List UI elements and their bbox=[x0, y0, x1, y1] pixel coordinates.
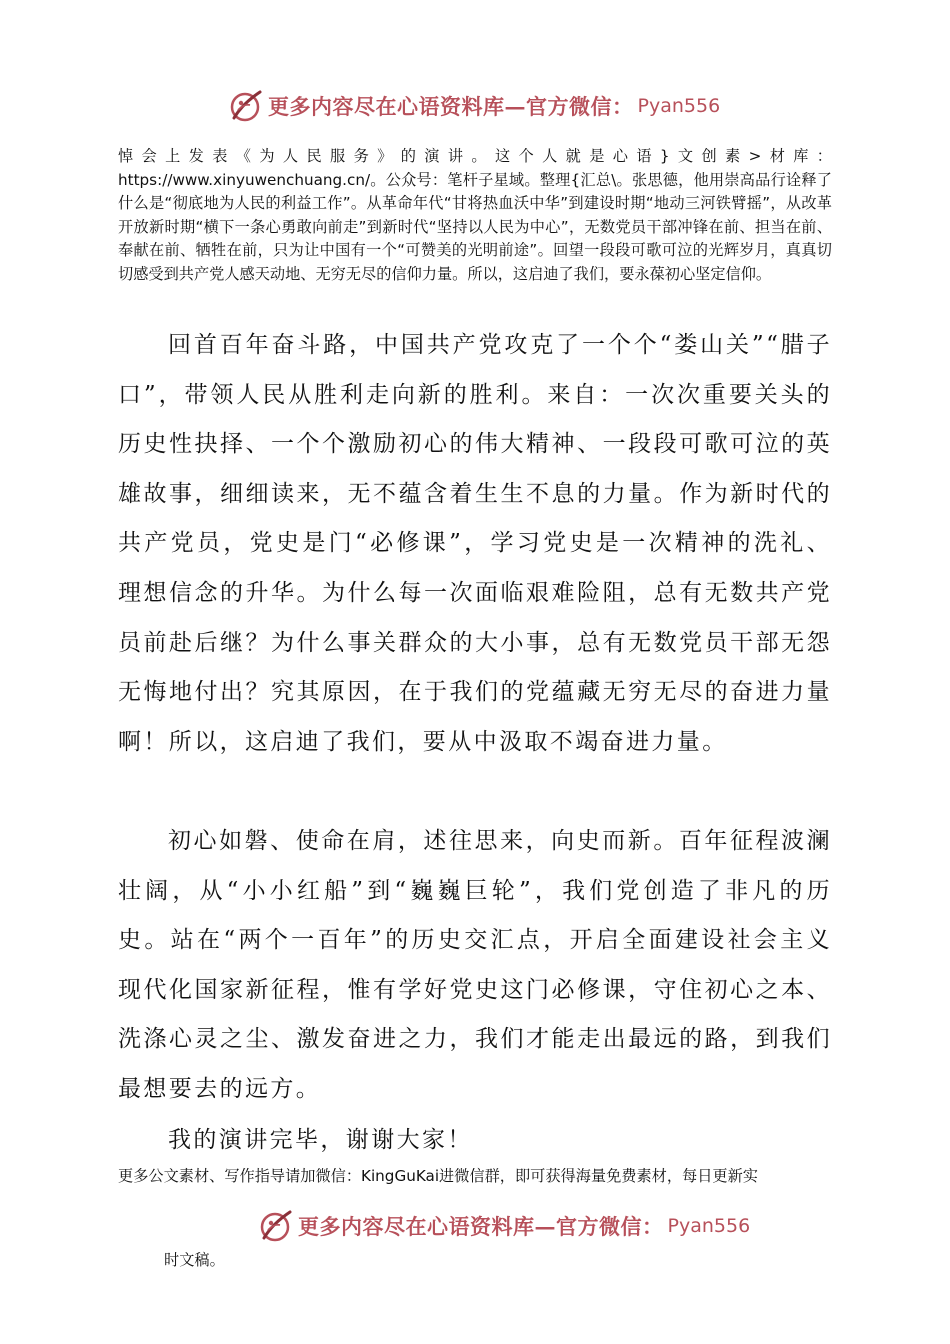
promo-line: 更多公文素材、写作指导请加微信：KingGuKai进微信群，即可获得海量免费素材，每日更新实 bbox=[118, 1167, 758, 1185]
pen-logo-icon bbox=[258, 1208, 294, 1244]
banner-text: 更多内容尽在心语资料库—官方微信： bbox=[268, 94, 634, 119]
pen-logo-icon bbox=[228, 88, 264, 124]
body-paragraph-2: 初心如磐、使命在肩，述往思来，向史而新。百年征程波澜壮阔，从“小小红船”到“巍巍巨轮”，我们党创造了非凡的历史。站在“两个一百年”的历史交汇点，开启全面建设社会主义现代化国家新征程，惟有学好党史这门必修课，守住初心之本、洗涤心灵之尘、激发奋进之力，我们才能走出最远的路，到我们最想要去的远方。 bbox=[118, 828, 832, 1102]
footer-watermark-banner bbox=[258, 1206, 758, 1246]
body-paragraph-1: 回首百年奋斗路，中国共产党攻克了一个个“娄山关”“腊子口”，带领人民从胜利走向新的胜利。来自：一次次重要关头的历史性抉择、一个个激励初心的伟大精神、一段段可歌可泣的英雄故事，细细读来，无不蕴含着生生不息的力量。作为新时代的共产党员，党史是门“必修课”，学习党史是一次精神的洗礼、理想信念的升华。为什么每一次面临艰难险阻，总有无数共产党员前赴后继？为什么事关群众的大小事，总有无数党员干部无怨无悔地付出？究其原因，在于我们的党蕴藏无穷无尽的奋进力量啊！所以，这启迪了我们，要从中汲取不竭奋进力量。 bbox=[118, 332, 832, 755]
intro-paragraph: 悼会上发表《为人民服务》的演讲。这个人就是心语}文创素>材库：https://www.xinyuwenchuang.cn/。公众号：笔杆子星域。整理{汇总\。张思德，他用崇高品行诠释了什么是“彻底地为人民的利益工作”。从革命年代“甘将热血沃中华”到建设时期“地动三河铁臂摇”，从改革开放新时期“横下一条心勇敢向前走”到新时代“坚持以人民为中心”，无数党员干部冲锋在前、担当在前、奉献在前、牺牲在前，只为让中国有一个“可赞美的光明前途”。回望一段段可歌可泣的光辉岁月，真真切切感受到共产党人感天动地、无穷无尽的信仰力量。所以，这启迪了我们，要永葆初心坚定信仰。 bbox=[118, 147, 832, 283]
header-watermark-banner bbox=[228, 86, 728, 126]
closing-paragraph: 我的演讲完毕，谢谢大家！ bbox=[168, 1127, 473, 1153]
promo-tail: 时文稿。 bbox=[164, 1251, 225, 1269]
banner-wechat-id: Pyan556 bbox=[667, 1215, 751, 1237]
banner-wechat-id: Pyan556 bbox=[637, 95, 721, 117]
banner-text: 更多内容尽在心语资料库—官方微信： bbox=[298, 1214, 664, 1239]
